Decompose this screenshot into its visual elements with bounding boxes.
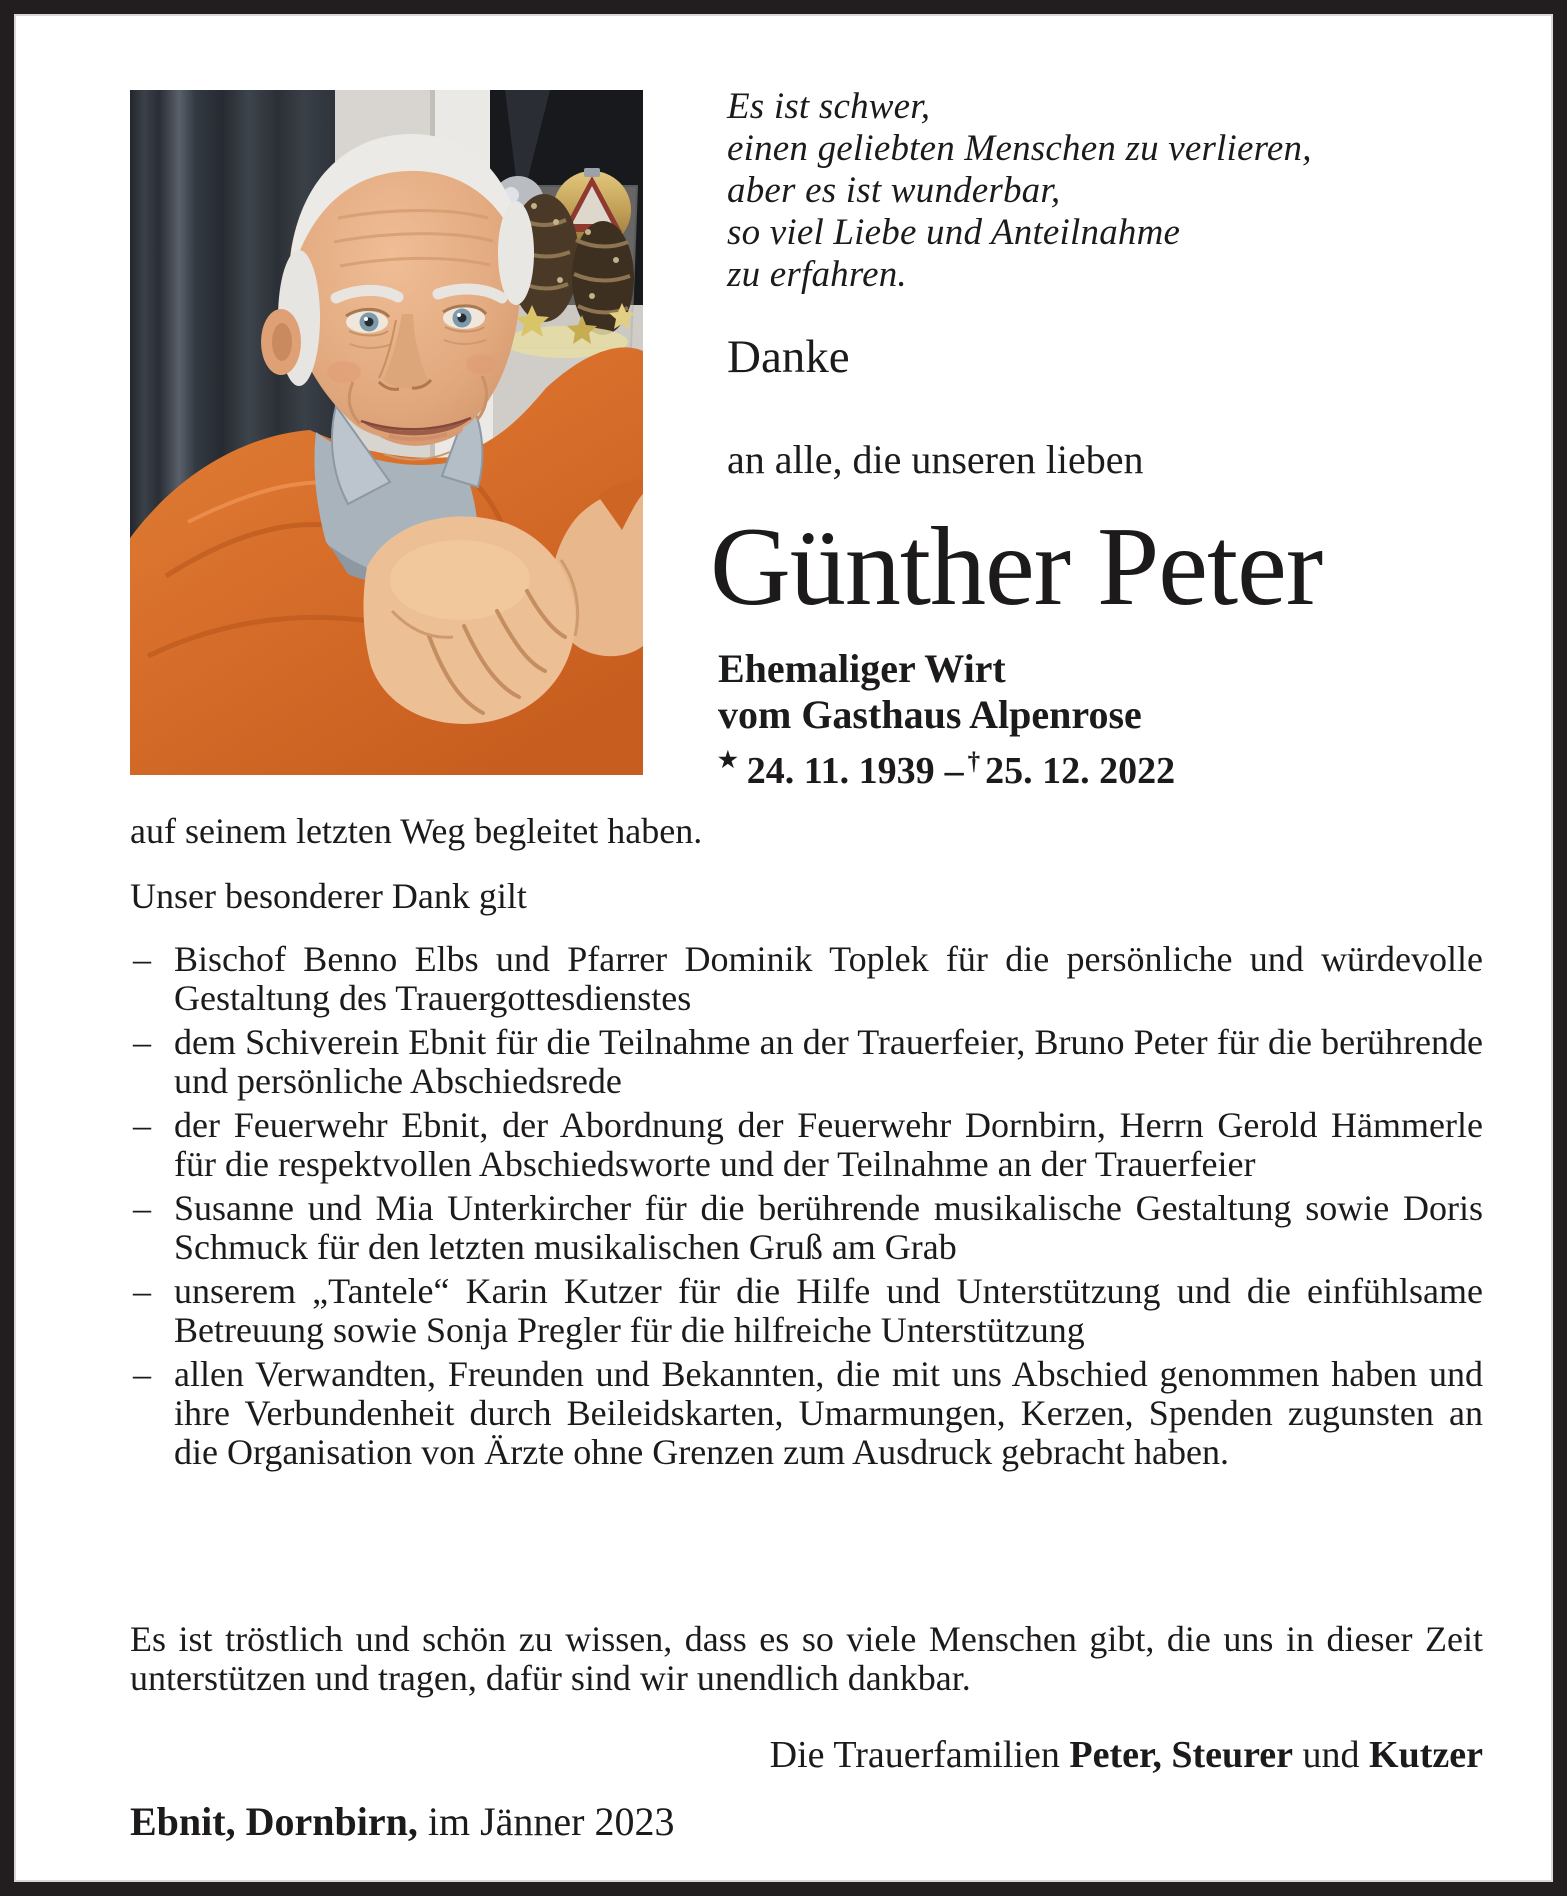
quote-line: so viel Liebe und Anteilnahme bbox=[727, 212, 1181, 253]
list-item bbox=[130, 940, 1483, 1018]
deceased-role bbox=[718, 646, 1175, 793]
list-item bbox=[130, 1272, 1483, 1350]
birth-date: 24. 11. 1939 bbox=[746, 750, 935, 792]
family-name-bold: Kutzer bbox=[1369, 1734, 1483, 1776]
list-item-text: dem Schiverein Ebnit für die Teilnahme an der Trauerfeier, Bruno Peter für die berührende und persönliche Abschiedsrede bbox=[174, 1022, 1483, 1101]
family-names-bold: Peter, Steurer bbox=[1069, 1734, 1294, 1776]
intro-line: an alle, die unseren lieben bbox=[727, 437, 1144, 482]
quote-line: Es ist schwer, bbox=[727, 86, 931, 127]
date-text: im Jänner 2023 bbox=[417, 1799, 675, 1844]
deceased-name: Günther Peter bbox=[710, 505, 1323, 629]
list-item bbox=[130, 1106, 1483, 1184]
signoff-connector: und bbox=[1293, 1734, 1370, 1776]
quote-line: einen geliebten Menschen zu verlieren, bbox=[727, 128, 1312, 169]
death-dagger-icon: † bbox=[967, 748, 981, 775]
list-item-text: der Feuerwehr Ebnit, der Abordnung der Feuerwehr Dornbirn, Herrn Gerold Hämmerle für die respektvollen Abschiedsworte und der Teilnahme an der Trauerfeier bbox=[174, 1105, 1483, 1184]
dates-separator: – bbox=[944, 750, 964, 792]
opening-quote bbox=[727, 86, 1312, 296]
life-dates bbox=[718, 738, 1175, 793]
list-item-text: Susanne und Mia Unterkircher für die berührende musikalische Gestaltung sowie Doris Schmuck für den letzten musikalischen Gruß am Grab bbox=[174, 1188, 1483, 1267]
bullet-dash: – bbox=[133, 1188, 151, 1228]
quote-line: zu erfahren. bbox=[727, 254, 907, 295]
thanks-list bbox=[130, 940, 1483, 1477]
portrait-illustration bbox=[130, 90, 643, 775]
bullet-dash: – bbox=[133, 1105, 151, 1145]
bullet-dash: – bbox=[133, 1271, 151, 1311]
list-item-text: allen Verwandten, Freunden und Bekannten, die mit uns Abschied genommen haben und ihre Verbundenheit durch Beileidskarten, Umarmungen, Kerzen, Spenden zugunsten an die Organisation von Ärzte ohne Grenzen zum Ausdruck gebracht haben. bbox=[174, 1354, 1483, 1472]
bullet-dash: – bbox=[133, 939, 151, 979]
bullet-dash: – bbox=[133, 1354, 151, 1394]
quote-line: aber es ist wunderbar, bbox=[727, 170, 1061, 211]
after-name-line: auf seinem letzten Weg begleitet haben. bbox=[130, 811, 703, 851]
place-date-line bbox=[130, 1799, 1483, 1844]
role-line-2: vom Gasthaus Alpenrose bbox=[718, 692, 1142, 737]
role-line-1: Ehemaliger Wirt bbox=[718, 646, 1006, 691]
list-item-text: Bischof Benno Elbs und Pfarrer Dominik Toplek für die persönliche und würdevolle Gestaltung des Trauergottesdienstes bbox=[174, 939, 1483, 1018]
special-thanks-intro: Unser besonderer Dank gilt bbox=[130, 876, 527, 916]
closing-paragraph: Es ist tröstlich und schön zu wissen, dass es so viele Menschen gibt, die uns in dieser Zeit unterstützen und tragen, dafür sind wir unendlich dankbar. bbox=[130, 1619, 1483, 1698]
place-bold: Ebnit, Dornbirn, bbox=[130, 1799, 418, 1844]
list-item bbox=[130, 1189, 1483, 1267]
bullet-dash: – bbox=[133, 1022, 151, 1062]
list-item bbox=[130, 1355, 1483, 1472]
death-date: 25. 12. 2022 bbox=[985, 750, 1176, 792]
list-item-text: unserem „Tantele“ Karin Kutzer für die Hilfe und Unterstützung und die einfühlsame Betreuung sowie Sonja Pregler für die hilfreiche Unterstützung bbox=[174, 1271, 1483, 1350]
signoff-prefix: Die Trauerfamilien bbox=[769, 1734, 1070, 1776]
list-item bbox=[130, 1023, 1483, 1101]
mourning-families-line bbox=[130, 1736, 1483, 1775]
danke-heading: Danke bbox=[727, 331, 850, 383]
birth-star-icon: ★ bbox=[718, 747, 738, 772]
portrait-photo bbox=[130, 90, 643, 775]
